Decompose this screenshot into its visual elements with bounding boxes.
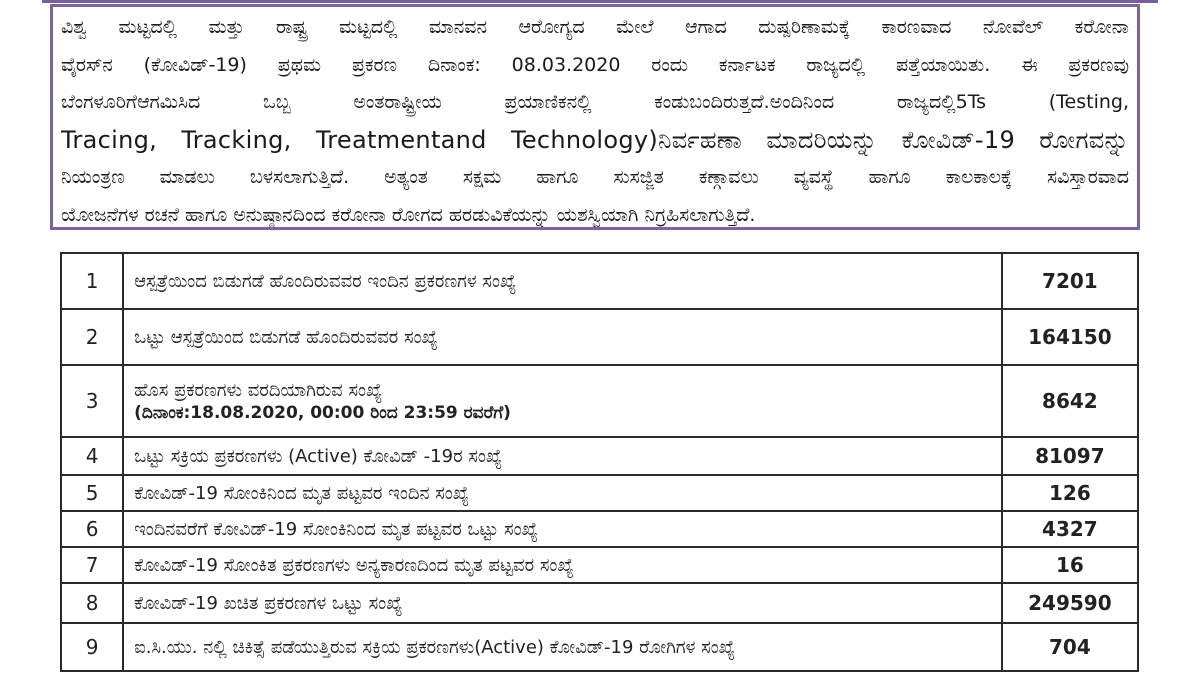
row-description: ಒಟ್ಟು ಸಕ್ರಿಯ ಪ್ರಕರಣಗಳು (Active) ಕೋವಿಡ್ -19ರ ಸಂಖ್ಯೆ: [123, 437, 1002, 475]
row-number: 6: [61, 511, 123, 547]
row-description: ಕೋವಿಡ್-19 ಸೋಂಕಿನಿಂದ ಮೃತ ಪಟ್ಟವರ ಇಂದಿನ ಸಂಖ್ಯೆ: [123, 475, 1002, 511]
row-description: ಆಸ್ಪತ್ರೆಯಿಂದ ಬಿಡುಗಡೆ ಹೊಂದಿರುವವರ ಇಂದಿನ ಪ್ರಕರಣಗಳ ಸಂಖ್ಯೆ: [123, 253, 1002, 309]
intro-line-1: ವಿಶ್ವ ಮಟ್ಟದಲ್ಲಿ ಮತ್ತು ರಾಷ್ಟ್ರ ಮಟ್ಟದಲ್ಲಿ ಮಾನವನ ಆರೋಗ್ಯದ ಮೇಲೆ ಆಗಾದ ದುಷ್ಪರಿಣಾಮಕ್ಕೆ ಕಾರಣವಾದ ನೋವೆಲ್ ಕರೋನಾ: [61, 16, 1129, 38]
row-value: 164150: [1002, 309, 1138, 365]
row-description: ಒಟ್ಟು ಆಸ್ಪತ್ರೆಯಿಂದ ಬಿಡುಗಡೆ ಹೊಂದಿರುವವರ ಸಂಖ್ಯೆ: [123, 309, 1002, 365]
row-value: 4327: [1002, 511, 1138, 547]
intro-paragraph-box: [50, 4, 1140, 230]
table-row: [61, 583, 1138, 623]
top-border-line: [42, 0, 1158, 3]
row-value: 7201: [1002, 253, 1138, 309]
row-number: 2: [61, 309, 123, 365]
row-value: 704: [1002, 623, 1138, 671]
table-row: [61, 309, 1138, 365]
table-row: [61, 511, 1138, 547]
table-row: [61, 623, 1138, 671]
row-description-main: ಹೊಸ ಪ್ರಕರಣಗಳು ವರದಿಯಾಗಿರುವ ಸಂಖ್ಯೆ: [134, 379, 383, 401]
row-value: 249590: [1002, 583, 1138, 623]
row-number: 9: [61, 623, 123, 671]
intro-line-6: ಯೋಜನೆಗಳ ರಚನೆ ಹಾಗೂ ಅನುಷ್ಠಾನದಿಂದ ಕರೋನಾ ರೋಗದ ಹರಡುವಿಕೆಯನ್ನು ಯಶಸ್ವಿಯಾಗಿ ನಿಗ್ರಹಿಸಲಾಗುತ್ತಿದೆ.: [61, 203, 756, 226]
row-number: 1: [61, 253, 123, 309]
covid-statistics-table: [60, 252, 1139, 672]
row-description: ಐ.ಸಿ.ಯು. ನಲ್ಲಿ ಚಿಕಿತ್ಸೆ ಪಡೆಯುತ್ತಿರುವ ಸಕ್ರಿಯ ಪ್ರಕರಣಗಳು(Active) ಕೋವಿಡ್-19 ರೋಗಿಗಳ ಸಂಖ್ಯೆ: [123, 623, 1002, 671]
row-description: [123, 365, 1002, 437]
row-value: 126: [1002, 475, 1138, 511]
row-number: 7: [61, 547, 123, 583]
table-row: [61, 365, 1138, 437]
intro-line-2: ವೈರಸ್‌ನ (ಕೋವಿಡ್-19) ಪ್ರಥಮ ಪ್ರಕರಣ ದಿನಾಂಕ: 08.03.2020 ರಂದು ಕರ್ನಾಟಕ ರಾಜ್ಯದಲ್ಲಿ ಪತ್ತೆಯಾಯಿತು. ಈ ಪ್ರಕರಣವು: [61, 53, 1129, 76]
table-row: [61, 475, 1138, 511]
intro-line-5: ನಿಯಂತ್ರಣ ಮಾಡಲು ಬಳಸಲಾಗುತ್ತಿದೆ. ಅತ್ಯಂತ ಸಕ್ಷಮ ಹಾಗೂ ಸುಸಜ್ಜಿತ ಕಣ್ಗಾವಲು ವ್ಯವಸ್ಥೆ ಹಾಗೂ ಕಾಲಕಾಲಕ್ಕೆ ಸವಿಸ್ತಾರವಾದ: [61, 166, 1129, 188]
row-number: 8: [61, 583, 123, 623]
table-row: [61, 437, 1138, 475]
row-description-date-range: (ದಿನಾಂಕ:18.08.2020, 00:00 ರಿಂದ 23:59 ರವರೆಗೆ): [134, 402, 511, 423]
row-number: 4: [61, 437, 123, 475]
row-number: 3: [61, 365, 123, 437]
table-row: [61, 253, 1138, 309]
intro-line-4: Tracing, Tracking, Treatmentand Technology)ನಿರ್ವಹಣಾ ಮಾದರಿಯನ್ನು ಕೋವಿಡ್-19 ರೋಗವನ್ನು: [61, 125, 1129, 154]
row-description: ಕೋವಿಡ್-19 ಖಚಿತ ಪ್ರಕರಣಗಳ ಒಟ್ಟು ಸಂಖ್ಯೆ: [123, 583, 1002, 623]
row-value: 81097: [1002, 437, 1138, 475]
row-number: 5: [61, 475, 123, 511]
table-row: [61, 547, 1138, 583]
row-description: ಇಂದಿನವರೆಗೆ ಕೋವಿಡ್-19 ಸೋಂಕಿನಿಂದ ಮೃತ ಪಟ್ಟವರ ಒಟ್ಟು ಸಂಖ್ಯೆ: [123, 511, 1002, 547]
row-description: ಕೋವಿಡ್-19 ಸೋಂಕಿತ ಪ್ರಕರಣಗಳು ಅನ್ಯಕಾರಣದಿಂದ ಮೃತ ಪಟ್ಟವರ ಸಂಖ್ಯೆ: [123, 547, 1002, 583]
row-value: 16: [1002, 547, 1138, 583]
row-value: 8642: [1002, 365, 1138, 437]
intro-line-3: ಬೆಂಗಳೂರಿಗೆಆಗಮಿಸಿದ ಒಬ್ಬ ಅಂತರಾಷ್ಟ್ರೀಯ ಪ್ರಯಾಣಿಕನಲ್ಲಿ ಕಂಡುಬಂದಿರುತ್ತದೆ.ಅಂದಿನಿಂದ ರಾಜ್ಯದಲ್ಲಿ5Ts (Testing,: [61, 91, 1129, 113]
